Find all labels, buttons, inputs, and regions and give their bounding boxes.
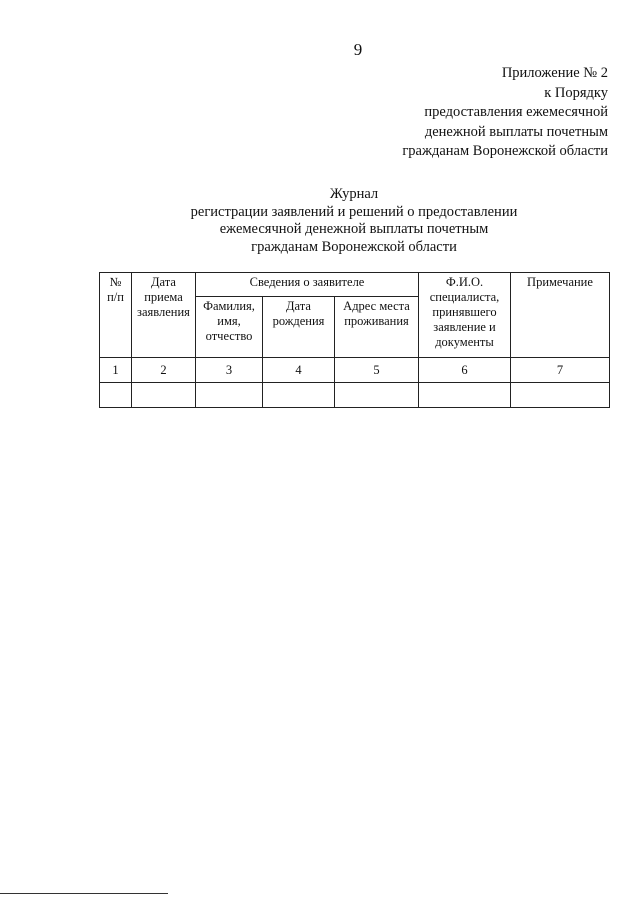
journal-title-line: регистрации заявлений и решений о предоставлении bbox=[190, 203, 518, 220]
column-number-cell: 2 bbox=[132, 358, 196, 383]
journal-title bbox=[98, 186, 610, 256]
journal-title-line: гражданам Воронежской области bbox=[251, 238, 457, 255]
header-row bbox=[100, 273, 610, 297]
column-number-row bbox=[100, 358, 610, 383]
appendix-line: Приложение № 2 bbox=[501, 65, 608, 81]
table-row bbox=[100, 383, 610, 408]
header-number: № п/п bbox=[100, 273, 132, 358]
header-applicant-group: Сведения о заявителе bbox=[196, 273, 419, 297]
appendix-line: гражданам Воронежской области bbox=[402, 143, 608, 159]
header-full-name: Фамилия, имя, отчество bbox=[196, 296, 263, 357]
table-cell bbox=[511, 383, 610, 408]
column-number-cell: 5 bbox=[335, 358, 419, 383]
column-number-cell: 4 bbox=[263, 358, 335, 383]
table-cell bbox=[335, 383, 419, 408]
appendix-line: денежной выплаты почетным bbox=[424, 123, 608, 140]
appendix-line: предоставления ежемесячной bbox=[424, 104, 608, 120]
page-number: 9 bbox=[353, 40, 363, 59]
column-number-cell: 6 bbox=[419, 358, 511, 383]
footnote-divider bbox=[0, 893, 168, 894]
journal-title-line: Журнал bbox=[329, 186, 379, 202]
appendix-header bbox=[402, 64, 608, 162]
journal-title-line: ежемесячной денежной выплаты почетным bbox=[219, 221, 489, 237]
table-cell bbox=[419, 383, 511, 408]
column-number-cell: 1 bbox=[100, 358, 132, 383]
header-date: Дата приема заявления bbox=[132, 273, 196, 358]
column-number-cell: 7 bbox=[511, 358, 610, 383]
header-note: Примечание bbox=[511, 273, 610, 358]
column-number-cell: 3 bbox=[196, 358, 263, 383]
table-cell bbox=[196, 383, 263, 408]
header-birth-date: Дата рождения bbox=[263, 296, 335, 357]
table-cell bbox=[100, 383, 132, 408]
table-cell bbox=[263, 383, 335, 408]
registration-table bbox=[99, 272, 610, 408]
header-address: Адрес места проживания bbox=[335, 296, 419, 357]
header-specialist: Ф.И.О. специалиста, принявшего заявление и документы bbox=[419, 273, 511, 358]
table-cell bbox=[132, 383, 196, 408]
appendix-line: к Порядку bbox=[544, 84, 608, 101]
